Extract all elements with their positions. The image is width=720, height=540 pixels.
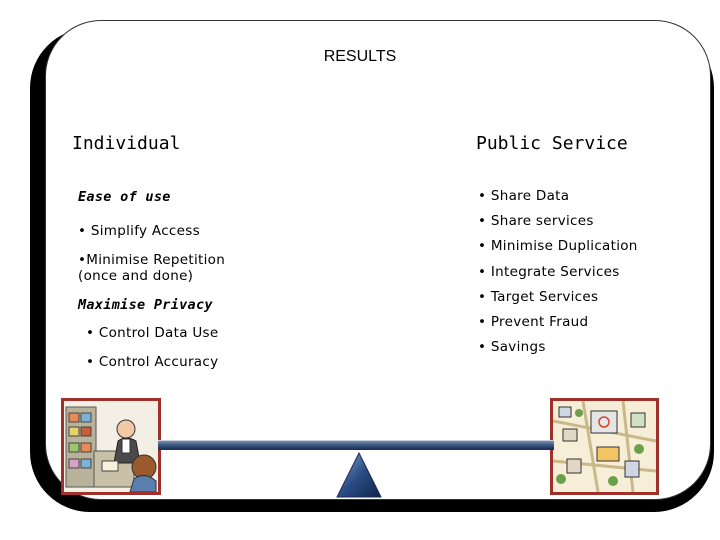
bullet-savings: • Savings [478,339,546,355]
bullet-share-data: • Share Data [478,188,570,204]
bullet-integrate-services: • Integrate Services [478,264,620,280]
public-service-clipart [550,398,659,495]
bullet-target-services: • Target Services [478,289,599,305]
maximise-privacy-subheading: Maximise Privacy [78,297,213,313]
bullet-minimise-repetition-note: (once and done) [78,268,194,284]
individual-heading: Individual [72,133,181,154]
bullet-minimise-repetition: •Minimise Repetition [78,252,226,268]
individual-clipart [61,398,161,495]
slide-title: RESULTS [323,48,397,65]
ease-of-use-subheading: Ease of use [78,189,171,205]
bullet-control-data-use: • Control Data Use [86,325,219,341]
public-service-heading: Public Service [476,133,628,154]
bullet-simplify-access: • Simplify Access [78,223,200,239]
bullet-share-services: • Share services [478,213,594,229]
fulcrum-triangle [335,451,383,499]
bullet-prevent-fraud: • Prevent Fraud [478,314,589,330]
balance-beam [158,440,554,450]
bullet-minimise-duplication: • Minimise Duplication [478,238,638,254]
bullet-control-accuracy: • Control Accuracy [86,354,219,370]
